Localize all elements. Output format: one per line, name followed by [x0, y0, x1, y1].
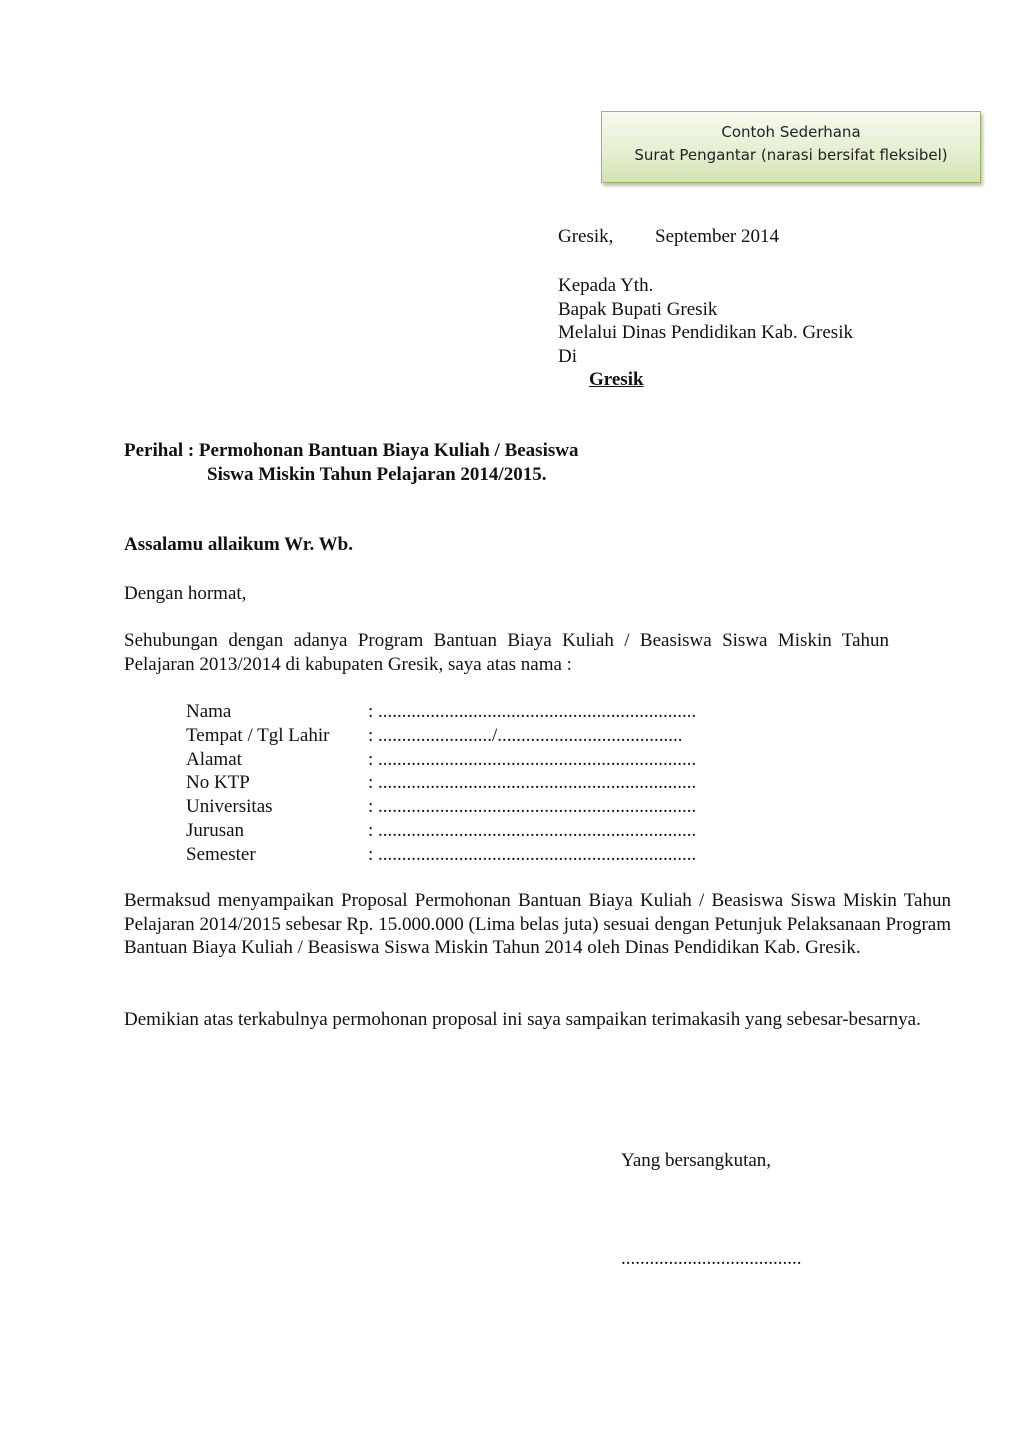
- subject-block: [124, 439, 578, 486]
- greeting: Assalamu allaikum Wr. Wb.: [124, 534, 353, 555]
- field-label: Jurusan: [186, 819, 245, 841]
- field-value: : ...................................................................: [368, 748, 697, 770]
- recipient-line-2: Bapak Bupati Gresik: [558, 298, 718, 320]
- subject-line-2: Siswa Miskin Tahun Pelajaran 2014/2015.: [207, 463, 547, 485]
- field-row-universitas: [186, 795, 696, 819]
- field-row-no-ktp: [186, 771, 696, 795]
- recipient-line-3: Melalui Dinas Pendidikan Kab. Gresik: [558, 322, 853, 343]
- field-label: No KTP: [186, 772, 250, 794]
- salutation: Dengan hormat,: [124, 583, 247, 604]
- note-subtitle: Surat Pengantar (narasi bersifat fleksibel): [634, 146, 948, 164]
- field-value: : ......................../.......................................: [368, 724, 683, 746]
- recipient-line-1: Kepada Yth.: [558, 275, 654, 296]
- field-value: : ...................................................................: [368, 772, 697, 794]
- field-value: : ...................................................................: [368, 843, 697, 865]
- field-row-nama: [186, 700, 696, 724]
- subject-line-1: Perihal : Permohonan Bantuan Biaya Kuliah / Beasiswa: [124, 440, 579, 461]
- letter-city: Gresik,: [558, 226, 614, 247]
- field-label: Nama: [186, 701, 232, 722]
- note-title: Contoh Sederhana: [721, 123, 861, 141]
- date-line: [558, 226, 779, 248]
- recipient-place: Gresik: [589, 369, 644, 390]
- field-label: Tempat / Tgl Lahir: [186, 724, 330, 746]
- recipient-line-4: Di: [558, 345, 577, 367]
- field-value: : ...................................................................: [368, 701, 697, 722]
- field-value: : ...................................................................: [368, 796, 697, 818]
- body-paragraph: Bermaksud menyampaikan Proposal Permohonan Bantuan Biaya Kuliah / Beasiswa Siswa Miskin Tahun Pelajaran 2014/2015 sebesar Rp. 15.000.000 (Lima belas juta) sesuai dengan Petunjuk Pelaksanaan Program Bantuan Biaya Kuliah / Beasiswa Siswa Miskin Tahun 2014 oleh Dinas Pendidikan Kab. Gresik.: [124, 890, 951, 958]
- signature-line: ......................................: [621, 1248, 802, 1269]
- applicant-fields: [186, 700, 696, 867]
- field-value: : ...................................................................: [368, 819, 697, 841]
- field-row-tempat-tgl-lahir: [186, 724, 696, 748]
- field-row-jurusan: [186, 819, 696, 843]
- letter-date: September 2014: [655, 226, 780, 247]
- closing-phrase: Yang bersangkutan,: [621, 1150, 772, 1171]
- field-label: Alamat: [186, 748, 242, 770]
- closing-paragraph: Demikian atas terkabulnya permohonan proposal ini saya sampaikan terimakasih yang sebesar-besarnya.: [124, 1009, 921, 1030]
- recipient-block: [558, 274, 853, 392]
- field-row-alamat: [186, 748, 696, 772]
- intro-paragraph: Sehubungan dengan adanya Program Bantuan Biaya Kuliah / Beasiswa Siswa Miskin Tahun Pelajaran 2013/2014 di kabupaten Gresik, saya atas nama :: [124, 630, 889, 675]
- field-row-semester: [186, 843, 696, 867]
- field-label: Universitas: [186, 796, 273, 818]
- example-note-box: [601, 111, 981, 183]
- field-label: Semester: [186, 843, 256, 865]
